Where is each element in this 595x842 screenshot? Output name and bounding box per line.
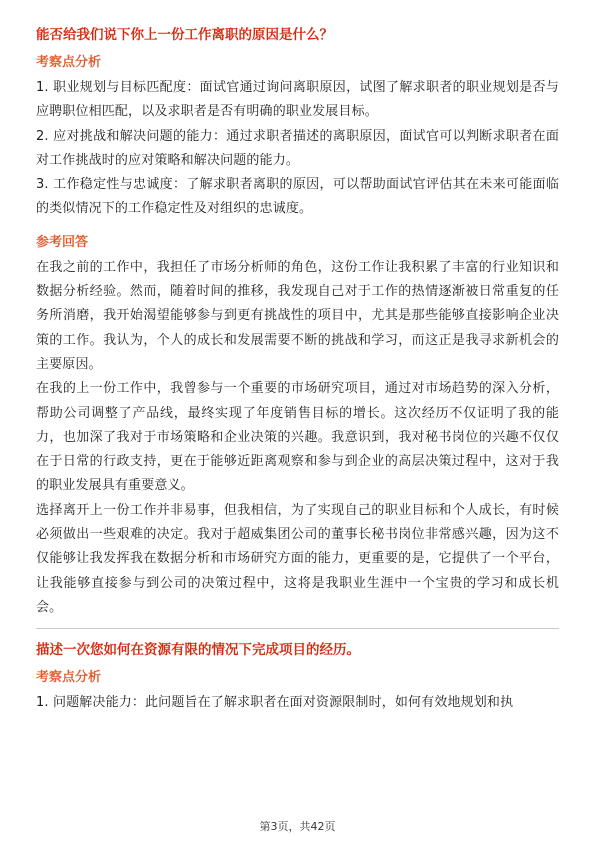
answer-paragraph: 在我的上一份工作中，我曾参与一个重要的市场研究项目，通过对市场趋势的深入分析，帮助公司调整了产品线，最终实现了年度销售目标的增长。这次经历不仅证明了我的能力，也加深了我对于市场策略和企业决策的兴趣。我意识到，我对秘书岗位的兴趣不仅仅在于日常的行政支持，更在于能够近距离观察和参与到企业的高层决策过程中，这对于我的职业发展具有重要意义。 bbox=[36, 381, 559, 494]
answer-label: 参考回答 bbox=[36, 234, 89, 250]
answer-paragraph: 在我之前的工作中，我担任了市场分析师的角色，这份工作让我积累了丰富的行业知识和数据分析经验。然而，随着时间的推移，我发现自己对于工作的热情逐渐被日常重复的任务所消磨，我开始渴望能够参与到更有挑战性的项目中，尤其是那些能够直接影响企业决策的工作。我认为，个人的成长和发展需要不断的挑战和学习，而这正是我寻求新机会的主要原因。 bbox=[36, 259, 559, 372]
question-heading: 描述一次您如何在资源有限的情况下完成项目的经历。 bbox=[36, 642, 360, 659]
analysis-point: 1. 职业规划与目标匹配度：面试官通过询问离职原因，试图了解求职者的职业规划是否与应聘职位相匹配，以及求职者是否有明确的职业发展目标。 bbox=[36, 80, 559, 120]
document-content bbox=[36, 24, 559, 716]
analysis-point: 3. 工作稳定性与忠诚度：了解求职者离职的原因，可以帮助面试官评估其在未来可能面临的类似情况下的工作稳定性及对组织的忠诚度。 bbox=[36, 177, 559, 217]
analysis-label: 考察点分析 bbox=[36, 55, 102, 70]
section-divider bbox=[36, 628, 559, 629]
analysis-point: 1. 问题解决能力：此问题旨在了解求职者在面对资源限制时，如何有效地规划和执 bbox=[36, 695, 514, 711]
analysis-point: 2. 应对挑战和解决问题的能力：通过求职者描述的离职原因，面试官可以判断求职者在面对工作挑战时的应对策略和解决问题的能力。 bbox=[36, 128, 559, 168]
question-heading: 能否给我们说下你上一份工作离职的原因是什么？ bbox=[36, 27, 333, 43]
answer-paragraph: 选择离开上一份工作并非易事，但我相信，为了实现自己的职业目标和个人成长，有时候必须做出一些艰难的决定。我对于超威集团公司的董事长秘书岗位非常感兴趣，因为这不仅能够让我发挥我在数据分析和市场研究方面的能力，更重要的是，它提供了一个平台，让我能够直接参与到公司的决策过程中，这将是我职业生涯中一个宝贵的学习和成长机会。 bbox=[36, 502, 559, 615]
analysis-label: 考察点分析 bbox=[36, 670, 102, 686]
page-number: 第3页，共42页 bbox=[259, 820, 336, 833]
